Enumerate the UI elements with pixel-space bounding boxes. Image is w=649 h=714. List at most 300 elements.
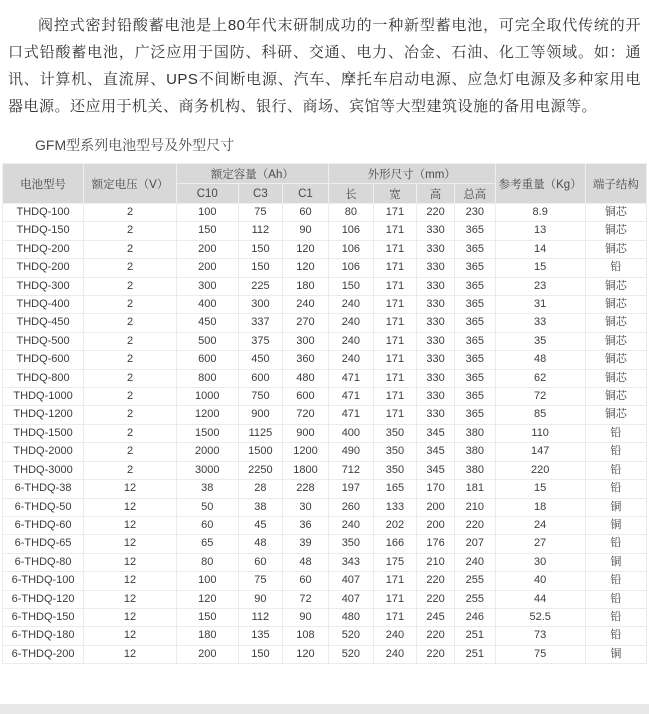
cell-total-height: 380 (455, 461, 496, 479)
cell-voltage: 2 (84, 406, 177, 424)
cell-model: THDQ-1000 (3, 388, 84, 406)
cell-model: 6-THDQ-120 (3, 590, 84, 608)
cell-total-height: 255 (455, 590, 496, 608)
cell-total-height: 365 (455, 222, 496, 240)
cell-model: 6-THDQ-100 (3, 572, 84, 590)
page (0, 12, 649, 714)
cell-voltage: 2 (84, 222, 177, 240)
cell-c1: 120 (283, 259, 329, 277)
cell-width: 171 (373, 351, 416, 369)
cell-weight: 31 (495, 296, 585, 314)
cell-height: 345 (417, 461, 455, 479)
cell-height: 220 (417, 590, 455, 608)
table-row (3, 608, 647, 626)
table-row (3, 572, 647, 590)
cell-height: 345 (417, 424, 455, 442)
cell-c3: 48 (238, 535, 282, 553)
cell-c10: 3000 (176, 461, 238, 479)
cell-height: 200 (417, 498, 455, 516)
cell-height: 210 (417, 553, 455, 571)
section-title: GFM型系列电池型号及外型尺寸 (35, 137, 235, 153)
cell-width: 350 (373, 461, 416, 479)
cell-voltage: 12 (84, 535, 177, 553)
cell-terminal: 铅 (585, 461, 646, 479)
cell-voltage: 2 (84, 277, 177, 295)
cell-length: 520 (328, 645, 373, 663)
cell-length: 343 (328, 553, 373, 571)
cell-terminal: 铜芯 (585, 240, 646, 258)
cell-weight: 73 (495, 627, 585, 645)
cell-terminal: 铜芯 (585, 222, 646, 240)
cell-c10: 100 (176, 572, 238, 590)
cell-width: 350 (373, 424, 416, 442)
cell-voltage: 12 (84, 590, 177, 608)
cell-length: 350 (328, 535, 373, 553)
header-c1: C1 (283, 184, 329, 204)
cell-length: 80 (328, 204, 373, 222)
cell-voltage: 2 (84, 204, 177, 222)
cell-c1: 270 (283, 314, 329, 332)
header-c3: C3 (238, 184, 282, 204)
cell-c1: 240 (283, 296, 329, 314)
cell-total-height: 365 (455, 369, 496, 387)
header-c10: C10 (176, 184, 238, 204)
cell-model: THDQ-800 (3, 369, 84, 387)
cell-model: THDQ-300 (3, 277, 84, 295)
cell-c3: 150 (238, 645, 282, 663)
cell-terminal: 铅 (585, 424, 646, 442)
cell-c1: 72 (283, 590, 329, 608)
cell-model: 6-THDQ-200 (3, 645, 84, 663)
cell-c1: 900 (283, 424, 329, 442)
cell-voltage: 12 (84, 553, 177, 571)
cell-terminal: 铜芯 (585, 351, 646, 369)
cell-c10: 800 (176, 369, 238, 387)
page-bottom-strip (0, 704, 649, 714)
cell-length: 490 (328, 443, 373, 461)
cell-height: 330 (417, 388, 455, 406)
cell-voltage: 2 (84, 314, 177, 332)
cell-weight: 75 (495, 645, 585, 663)
cell-total-height: 365 (455, 314, 496, 332)
cell-width: 171 (373, 590, 416, 608)
cell-total-height: 251 (455, 627, 496, 645)
table-row (3, 627, 647, 645)
cell-voltage: 2 (84, 369, 177, 387)
cell-terminal: 铅 (585, 608, 646, 626)
cell-c3: 1500 (238, 443, 282, 461)
cell-voltage: 12 (84, 572, 177, 590)
cell-model: THDQ-450 (3, 314, 84, 332)
cell-length: 400 (328, 424, 373, 442)
cell-c10: 400 (176, 296, 238, 314)
cell-total-height: 365 (455, 240, 496, 258)
cell-terminal: 铅 (585, 572, 646, 590)
cell-width: 133 (373, 498, 416, 516)
header-voltage: 额定电压（V） (84, 164, 177, 204)
cell-weight: 13 (495, 222, 585, 240)
table-body (3, 204, 647, 664)
cell-height: 330 (417, 240, 455, 258)
cell-voltage: 2 (84, 388, 177, 406)
battery-spec-table (2, 163, 647, 664)
cell-voltage: 2 (84, 351, 177, 369)
cell-total-height: 365 (455, 388, 496, 406)
cell-c1: 36 (283, 516, 329, 534)
cell-weight: 14 (495, 240, 585, 258)
cell-weight: 220 (495, 461, 585, 479)
cell-voltage: 2 (84, 424, 177, 442)
cell-c1: 60 (283, 572, 329, 590)
cell-c10: 60 (176, 516, 238, 534)
cell-total-height: 251 (455, 645, 496, 663)
cell-weight: 15 (495, 259, 585, 277)
cell-voltage: 12 (84, 498, 177, 516)
cell-c1: 300 (283, 332, 329, 350)
cell-c1: 108 (283, 627, 329, 645)
cell-terminal: 铜 (585, 553, 646, 571)
cell-weight: 40 (495, 572, 585, 590)
cell-c10: 80 (176, 553, 238, 571)
header-width: 宽 (373, 184, 416, 204)
cell-height: 170 (417, 480, 455, 498)
cell-terminal: 铅 (585, 627, 646, 645)
table-row (3, 406, 647, 424)
cell-terminal: 铅 (585, 535, 646, 553)
table-row (3, 369, 647, 387)
table-row (3, 461, 647, 479)
cell-c10: 1000 (176, 388, 238, 406)
cell-total-height: 220 (455, 516, 496, 534)
header-height: 高 (417, 184, 455, 204)
cell-c1: 360 (283, 351, 329, 369)
cell-width: 171 (373, 406, 416, 424)
cell-width: 171 (373, 296, 416, 314)
cell-voltage: 12 (84, 608, 177, 626)
cell-width: 171 (373, 572, 416, 590)
table-row (3, 443, 647, 461)
cell-total-height: 380 (455, 424, 496, 442)
cell-terminal: 铜芯 (585, 296, 646, 314)
cell-voltage: 2 (84, 240, 177, 258)
table-row (3, 259, 647, 277)
header-model: 电池型号 (3, 164, 84, 204)
table-row (3, 314, 647, 332)
cell-terminal: 铅 (585, 590, 646, 608)
cell-c3: 38 (238, 498, 282, 516)
cell-weight: 85 (495, 406, 585, 424)
cell-weight: 18 (495, 498, 585, 516)
cell-c10: 100 (176, 204, 238, 222)
cell-c10: 1500 (176, 424, 238, 442)
cell-length: 260 (328, 498, 373, 516)
cell-c1: 600 (283, 388, 329, 406)
cell-c10: 200 (176, 240, 238, 258)
table-row (3, 351, 647, 369)
cell-width: 171 (373, 204, 416, 222)
header-length: 长 (328, 184, 373, 204)
cell-c3: 375 (238, 332, 282, 350)
cell-model: THDQ-3000 (3, 461, 84, 479)
table-row (3, 535, 647, 553)
cell-weight: 35 (495, 332, 585, 350)
cell-width: 166 (373, 535, 416, 553)
cell-c10: 65 (176, 535, 238, 553)
cell-c3: 75 (238, 204, 282, 222)
cell-length: 197 (328, 480, 373, 498)
cell-model: THDQ-400 (3, 296, 84, 314)
cell-c10: 150 (176, 222, 238, 240)
cell-model: THDQ-600 (3, 351, 84, 369)
cell-c10: 150 (176, 608, 238, 626)
cell-c3: 112 (238, 222, 282, 240)
cell-c3: 225 (238, 277, 282, 295)
table-row (3, 516, 647, 534)
cell-weight: 72 (495, 388, 585, 406)
table-row (3, 590, 647, 608)
cell-total-height: 255 (455, 572, 496, 590)
cell-terminal: 铜芯 (585, 332, 646, 350)
cell-width: 202 (373, 516, 416, 534)
cell-weight: 33 (495, 314, 585, 332)
cell-c10: 180 (176, 627, 238, 645)
cell-voltage: 2 (84, 461, 177, 479)
cell-weight: 44 (495, 590, 585, 608)
cell-c1: 1200 (283, 443, 329, 461)
cell-c1: 480 (283, 369, 329, 387)
cell-terminal: 铅 (585, 480, 646, 498)
cell-width: 171 (373, 240, 416, 258)
cell-height: 220 (417, 645, 455, 663)
cell-model: THDQ-1200 (3, 406, 84, 424)
cell-c10: 450 (176, 314, 238, 332)
table-row (3, 277, 647, 295)
cell-model: THDQ-200 (3, 240, 84, 258)
cell-height: 176 (417, 535, 455, 553)
cell-c1: 228 (283, 480, 329, 498)
cell-voltage: 12 (84, 516, 177, 534)
cell-terminal: 铜芯 (585, 277, 646, 295)
cell-c10: 600 (176, 351, 238, 369)
cell-total-height: 181 (455, 480, 496, 498)
cell-width: 240 (373, 627, 416, 645)
cell-height: 200 (417, 516, 455, 534)
cell-width: 240 (373, 645, 416, 663)
cell-terminal: 铜 (585, 516, 646, 534)
cell-c3: 337 (238, 314, 282, 332)
cell-height: 330 (417, 369, 455, 387)
cell-weight: 52.5 (495, 608, 585, 626)
cell-c1: 48 (283, 553, 329, 571)
cell-terminal: 铜 (585, 645, 646, 663)
cell-weight: 48 (495, 351, 585, 369)
cell-total-height: 230 (455, 204, 496, 222)
cell-total-height: 365 (455, 406, 496, 424)
cell-total-height: 246 (455, 608, 496, 626)
cell-model: THDQ-500 (3, 332, 84, 350)
cell-c3: 2250 (238, 461, 282, 479)
cell-length: 407 (328, 572, 373, 590)
table-row (3, 645, 647, 663)
cell-model: THDQ-2000 (3, 443, 84, 461)
cell-voltage: 2 (84, 443, 177, 461)
cell-length: 407 (328, 590, 373, 608)
cell-c1: 90 (283, 222, 329, 240)
cell-terminal: 铜 (585, 498, 646, 516)
cell-c1: 120 (283, 240, 329, 258)
cell-height: 330 (417, 222, 455, 240)
table-header (3, 164, 647, 204)
cell-length: 240 (328, 296, 373, 314)
cell-length: 471 (328, 369, 373, 387)
cell-c10: 38 (176, 480, 238, 498)
intro-paragraph: 阀控式密封铅酸蓄电池是上80年代末研制成功的一种新型蓄电池，可完全取代传统的开口式铅酸蓄电池，广泛应用于国防、科研、交通、电力、冶金、石油、化工等领域。如：通讯、计算机、直流屏、UPS不间断电源、汽车、摩托车启动电源、应急灯电源及多种家用电器电源。还应用于机关、商务机构、银行、商场、宾馆等大型建筑设施的备用电源等。 (8, 17, 641, 115)
cell-model: THDQ-200 (3, 259, 84, 277)
cell-length: 150 (328, 277, 373, 295)
cell-weight: 23 (495, 277, 585, 295)
cell-height: 345 (417, 443, 455, 461)
cell-c3: 45 (238, 516, 282, 534)
cell-height: 220 (417, 204, 455, 222)
cell-voltage: 12 (84, 627, 177, 645)
cell-length: 106 (328, 222, 373, 240)
cell-total-height: 380 (455, 443, 496, 461)
cell-length: 520 (328, 627, 373, 645)
cell-length: 240 (328, 314, 373, 332)
header-terminal: 端子结构 (585, 164, 646, 204)
cell-length: 471 (328, 388, 373, 406)
cell-c1: 1800 (283, 461, 329, 479)
cell-total-height: 365 (455, 332, 496, 350)
cell-height: 330 (417, 406, 455, 424)
cell-height: 330 (417, 314, 455, 332)
cell-c10: 300 (176, 277, 238, 295)
cell-height: 330 (417, 332, 455, 350)
cell-voltage: 2 (84, 332, 177, 350)
cell-c10: 200 (176, 259, 238, 277)
cell-width: 175 (373, 553, 416, 571)
cell-length: 106 (328, 259, 373, 277)
cell-c1: 60 (283, 204, 329, 222)
cell-c1: 39 (283, 535, 329, 553)
cell-length: 240 (328, 351, 373, 369)
cell-width: 171 (373, 388, 416, 406)
table-row (3, 553, 647, 571)
cell-model: 6-THDQ-50 (3, 498, 84, 516)
cell-weight: 24 (495, 516, 585, 534)
cell-c3: 90 (238, 590, 282, 608)
cell-c3: 300 (238, 296, 282, 314)
cell-weight: 30 (495, 553, 585, 571)
cell-terminal: 铅 (585, 443, 646, 461)
cell-total-height: 365 (455, 277, 496, 295)
cell-height: 330 (417, 259, 455, 277)
cell-length: 240 (328, 516, 373, 534)
cell-length: 480 (328, 608, 373, 626)
cell-total-height: 240 (455, 553, 496, 571)
cell-weight: 27 (495, 535, 585, 553)
cell-total-height: 365 (455, 351, 496, 369)
cell-c10: 500 (176, 332, 238, 350)
table-row (3, 296, 647, 314)
cell-weight: 110 (495, 424, 585, 442)
cell-total-height: 210 (455, 498, 496, 516)
cell-terminal: 铅 (585, 259, 646, 277)
cell-height: 220 (417, 572, 455, 590)
table-row (3, 480, 647, 498)
table-row (3, 424, 647, 442)
table-row (3, 332, 647, 350)
cell-model: 6-THDQ-80 (3, 553, 84, 571)
cell-c3: 112 (238, 608, 282, 626)
cell-weight: 147 (495, 443, 585, 461)
cell-model: THDQ-100 (3, 204, 84, 222)
cell-length: 240 (328, 332, 373, 350)
cell-length: 471 (328, 406, 373, 424)
cell-c3: 150 (238, 259, 282, 277)
cell-model: 6-THDQ-38 (3, 480, 84, 498)
cell-c3: 135 (238, 627, 282, 645)
cell-c3: 28 (238, 480, 282, 498)
cell-model: 6-THDQ-60 (3, 516, 84, 534)
cell-c1: 30 (283, 498, 329, 516)
cell-c3: 60 (238, 553, 282, 571)
cell-height: 330 (417, 351, 455, 369)
cell-model: 6-THDQ-150 (3, 608, 84, 626)
cell-c10: 1200 (176, 406, 238, 424)
cell-terminal: 铜芯 (585, 406, 646, 424)
cell-c1: 720 (283, 406, 329, 424)
cell-width: 171 (373, 369, 416, 387)
cell-c10: 2000 (176, 443, 238, 461)
cell-width: 350 (373, 443, 416, 461)
cell-c3: 150 (238, 240, 282, 258)
cell-total-height: 207 (455, 535, 496, 553)
header-dimensions-group: 外形尺寸（mm） (328, 164, 495, 184)
cell-height: 245 (417, 608, 455, 626)
cell-c10: 120 (176, 590, 238, 608)
cell-terminal: 铜芯 (585, 369, 646, 387)
cell-c3: 75 (238, 572, 282, 590)
cell-terminal: 铜芯 (585, 204, 646, 222)
cell-voltage: 2 (84, 296, 177, 314)
cell-width: 171 (373, 608, 416, 626)
cell-width: 171 (373, 332, 416, 350)
cell-width: 171 (373, 277, 416, 295)
cell-width: 165 (373, 480, 416, 498)
cell-voltage: 12 (84, 645, 177, 663)
cell-model: THDQ-1500 (3, 424, 84, 442)
header-capacity-group: 额定容量（Ah） (176, 164, 328, 184)
cell-c10: 200 (176, 645, 238, 663)
cell-length: 712 (328, 461, 373, 479)
cell-c1: 90 (283, 608, 329, 626)
table-row (3, 240, 647, 258)
table-row (3, 204, 647, 222)
cell-total-height: 365 (455, 259, 496, 277)
cell-model: THDQ-150 (3, 222, 84, 240)
cell-c10: 50 (176, 498, 238, 516)
cell-c3: 450 (238, 351, 282, 369)
cell-c3: 900 (238, 406, 282, 424)
cell-model: 6-THDQ-180 (3, 627, 84, 645)
cell-width: 171 (373, 314, 416, 332)
table-row (3, 222, 647, 240)
cell-height: 330 (417, 296, 455, 314)
cell-c1: 180 (283, 277, 329, 295)
cell-model: 6-THDQ-65 (3, 535, 84, 553)
cell-total-height: 365 (455, 296, 496, 314)
